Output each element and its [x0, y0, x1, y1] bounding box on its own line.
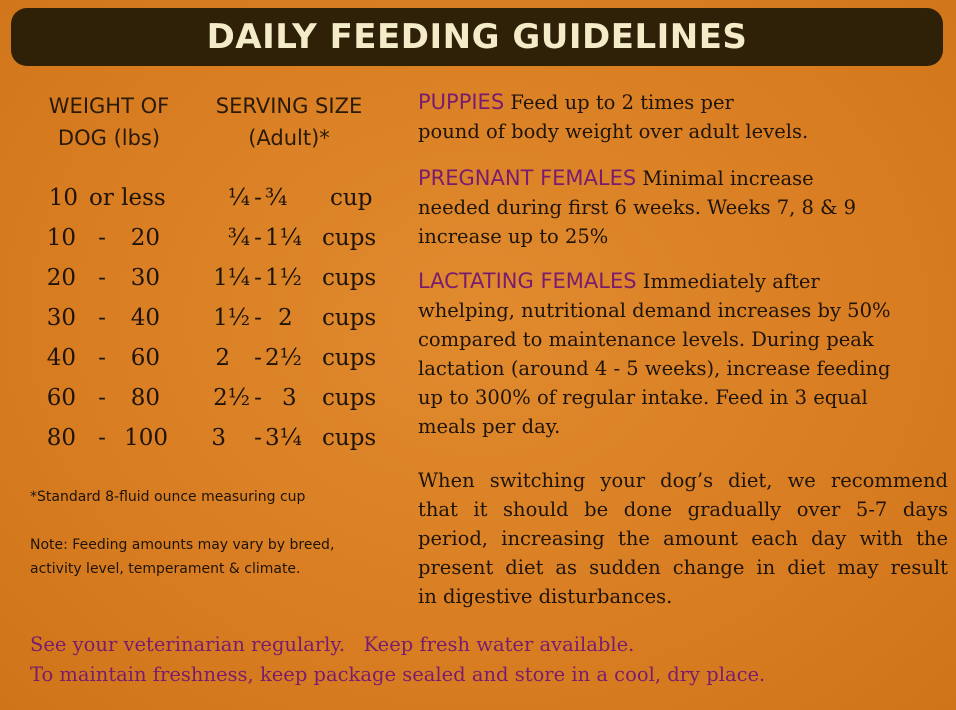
serving-to: 1½ [265, 265, 302, 291]
pregnant-text-1: Minimal increase [642, 167, 814, 190]
weight-from: 20 [46, 265, 76, 291]
serving-to: 1¼ [265, 225, 302, 251]
feeding-note [30, 533, 400, 581]
table-row [0, 378, 400, 418]
weight-column-header [30, 90, 188, 154]
title-banner [11, 8, 943, 66]
weight-to: 20 [130, 225, 160, 251]
weight-to: 60 [130, 345, 160, 371]
weight-from: 10 [48, 185, 78, 211]
lactating-text-2: whelping, nutritional demand increases by 50% [418, 299, 891, 322]
serving-to: ¾ [265, 185, 288, 211]
weight-to: 80 [130, 385, 160, 411]
serving-from: ¾ [227, 225, 250, 251]
weight-dash: - [98, 345, 106, 371]
puppies-text-1: Feed up to 2 times per [510, 91, 734, 114]
pregnant-section [418, 164, 948, 251]
switching-text-1: When switching your dog’s diet, we recommend [418, 469, 948, 492]
serving-dash: - [254, 305, 262, 331]
lactating-text-5: up to 300% of regular intake. Feed in 3 equal [418, 386, 868, 409]
puppies-label: PUPPIES [418, 90, 505, 114]
lactating-text-1: Immediately after [642, 270, 820, 293]
weight-from: 80 [46, 425, 76, 451]
weight-from: 40 [46, 345, 76, 371]
page-title: DAILY FEEDING GUIDELINES [206, 17, 748, 57]
serving-unit: cups [322, 385, 377, 411]
weight-to: or less [89, 185, 166, 211]
switching-text-2: that it should be done gradually over 5-7 days [418, 498, 948, 521]
weight-dash: - [98, 265, 106, 291]
lactating-text-6: meals per day. [418, 415, 561, 438]
table-row [0, 418, 400, 458]
switching-text-4: present diet as sudden change in diet may result [418, 556, 948, 579]
weight-dash: - [98, 425, 106, 451]
serving-header-line-2: (Adult)* [248, 126, 330, 150]
serving-header-line-1: SERVING SIZE [215, 94, 363, 118]
feeding-note-line-1: Note: Feeding amounts may vary by breed, [30, 537, 335, 553]
lactating-section [418, 267, 948, 441]
measuring-cup-footnote: *Standard 8-fluid ounce measuring cup [30, 489, 306, 505]
serving-from: 1¼ [213, 265, 250, 291]
weight-from: 10 [46, 225, 76, 251]
weight-to: 100 [124, 425, 168, 451]
weight-dash: - [98, 225, 106, 251]
serving-to: 3 [282, 385, 297, 411]
bottom-advice [30, 630, 950, 690]
serving-unit: cups [322, 265, 377, 291]
serving-from: ¼ [227, 185, 250, 211]
weight-from: 60 [46, 385, 76, 411]
table-row [0, 218, 400, 258]
weight-header-line-1: WEIGHT OF [48, 94, 170, 118]
serving-from: 3 [211, 425, 226, 451]
weight-header-line-2: DOG (lbs) [57, 126, 161, 150]
weight-dash: - [98, 305, 106, 331]
serving-to: 2 [278, 305, 293, 331]
pregnant-text-2: needed during first 6 weeks. Weeks 7, 8 & 9 [418, 196, 857, 219]
lactating-text-4: lactation (around 4 - 5 weeks), increase feeding [418, 357, 891, 380]
serving-dash: - [254, 425, 262, 451]
serving-to: 2½ [265, 345, 302, 371]
veterinarian-water-advice: See your veterinarian regularly. Keep fresh water available. [30, 633, 635, 656]
serving-from: 2 [215, 345, 230, 371]
switching-text-5: in digestive disturbances. [418, 585, 673, 608]
table-row [0, 298, 400, 338]
puppies-text-2: pound of body weight over adult levels. [418, 120, 809, 143]
table-row [0, 258, 400, 298]
serving-dash: - [254, 385, 262, 411]
puppies-section [418, 88, 948, 146]
switching-diet-section [418, 466, 948, 611]
serving-dash: - [254, 265, 262, 291]
pregnant-label: PREGNANT FEMALES [418, 166, 637, 190]
serving-dash: - [254, 345, 262, 371]
serving-unit: cups [322, 225, 377, 251]
serving-unit: cups [322, 305, 377, 331]
storage-advice: To maintain freshness, keep package sealed and store in a cool, dry place. [30, 663, 766, 686]
serving-unit: cups [322, 345, 377, 371]
lactating-label: LACTATING FEMALES [418, 269, 637, 293]
pregnant-text-3: increase up to 25% [418, 225, 609, 248]
weight-from: 30 [46, 305, 76, 331]
serving-unit: cup [330, 185, 373, 211]
serving-from: 2½ [213, 385, 250, 411]
serving-column-header [196, 90, 382, 154]
serving-dash: - [254, 225, 262, 251]
table-row [0, 178, 400, 218]
switching-text-3: period, increasing the amount each day with the [418, 527, 948, 550]
serving-to: 3¼ [265, 425, 302, 451]
weight-to: 30 [130, 265, 160, 291]
serving-dash: - [254, 185, 262, 211]
weight-dash: - [98, 385, 106, 411]
weight-to: 40 [130, 305, 160, 331]
table-row [0, 338, 400, 378]
serving-from: 1½ [213, 305, 250, 331]
lactating-text-3: compared to maintenance levels. During peak [418, 328, 874, 351]
feeding-note-line-2: activity level, temperament & climate. [30, 561, 301, 577]
serving-unit: cups [322, 425, 377, 451]
